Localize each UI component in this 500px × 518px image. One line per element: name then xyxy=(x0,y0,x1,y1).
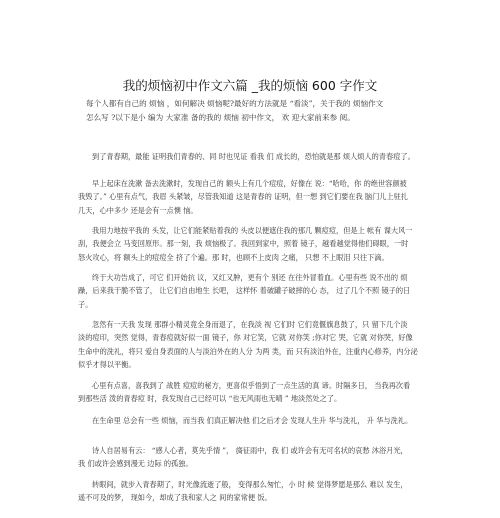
paragraph xyxy=(78,444,430,471)
paragraph-line: 诗人自居易有云： “感人心者，莫先乎情 ”， 旖征雨中，我 们 或许会有无可名状的哀愁 沐浴月光， xyxy=(92,446,408,455)
paragraph-line: 生命中的洗礼，将只 爱自身表面的人与淡泊外在的人分 为两 类，而 只有淡泊外在，注重内心修养，内分泌 xyxy=(78,346,418,356)
paragraph-line: 遥不可及的梦， 现如今，却成了我和家人之 间的家常便 饭。 xyxy=(78,493,272,503)
paragraph-line: 到了青春期，最能 证明我们青春的、同 时也见证 看我 们 成长的，恐怕就是那 烦人烦人的青春痘了。 xyxy=(92,152,415,161)
paragraph-line: 几天，心中多少 还是会有一点懊 恼。 xyxy=(78,205,198,215)
paragraph-line: 到那些活 泼的青春痘 时，我发现自己已经可以 “也无风雨也无晴 ” 地淡然处之了。 xyxy=(78,394,342,404)
paragraph xyxy=(78,177,430,217)
paragraph-line: 转眼间，就步入青春期了，时光像流逝了般， 变得那么匆忙，小 时 候 觉得梦愿是那么 难以 发生， xyxy=(92,480,408,489)
paragraph-line: 淡的痘印，突然 觉得，青春痘就好似一面 镜子，你 对它笑，它就 对你笑 ;你对它 哭，它就 对你哭，好像 xyxy=(78,333,413,343)
paragraph xyxy=(78,379,430,406)
paragraph-line: 子。 xyxy=(78,299,93,309)
paragraph xyxy=(78,271,430,311)
paragraph xyxy=(78,414,430,427)
paragraph-line: 躁，后来我干脆不管了， 让它们自由地生 长吧， 这样怀 着破罐子破摔的心 态， 过了几个不照 镜子的日 xyxy=(78,286,411,296)
intro-line: 怎么写 ?以下是小 编为 大家准 备的我的 烦恼 初中作文， 欢 迎大家前来参 阅。 xyxy=(86,112,355,122)
paragraph xyxy=(78,150,430,163)
paragraph xyxy=(78,224,430,264)
paragraph xyxy=(78,478,430,505)
intro-block xyxy=(86,97,416,124)
paragraph-line: 心里有点喜，喜我到了 战胜 痘痘的秘方，更喜似乎悟到了一点生活的真 谛。时隔多日， 当我再次看 xyxy=(92,381,411,390)
paragraph-line: 我用力地按平我的 头发，让它们能紧贴着我的 头皮以便遮住我的那几 颗痘痘，但是上 帐有 谍大风一 xyxy=(92,226,413,235)
paragraph-line: 忽然有一天我 发现 那群小精灵竟全身而退了，在我淡 视 它们时 它们竟偃旗息鼓了，只 留下几个淡 xyxy=(92,320,408,329)
paragraph-line: 我 们或许会感到漫无 边际 的孤独。 xyxy=(78,459,193,469)
paragraph-line: 在生命里 总会有一些 烦恼，而当我 们真正解决他 们之后才会 发现人生升 华与洗礼， 升 华与洗礼。 xyxy=(92,416,413,425)
page-title: 我的烦恼初中作文六篇 _我的烦恼 600 字作文 xyxy=(122,78,378,93)
paragraph-line: 刮，我便会立 马变回原形。那一刻，我 烦恼极了。我回到家中，照着 镜子，越看越觉得他们碍眼，一时 xyxy=(78,239,409,249)
paragraph-line: 早上起床在洗漱 备去洗漱时，发现自己的 额头上有几个痘痘，好像在 说：“哈哈，你 的绝世容颜被 xyxy=(92,179,407,188)
paragraph-line: 我毁了。” 心里有点气，我眉 头紧皱，尽管我知道 这是青春的 证明，但一想 到它们要在我 脑门儿上驻扎 xyxy=(78,192,409,202)
paragraph-line: 怒火攻心，将 额头上的痘痘全 挤了个遍。那 时，也顾不上皮肉 之痛， 只想 不上眼泪 只往下滴。 xyxy=(78,252,389,262)
paragraph-line: 终于大功告成了，可它 们开始抗 议，又红又肿，更有个 别还 在往外冒着血。心里有些 说不出的 烦 xyxy=(92,273,408,282)
paragraph-line: 似乎才得以平衡。 xyxy=(78,360,136,370)
paragraph xyxy=(78,318,430,372)
intro-line: 每个人都有自己的 烦恼 ，如何解决 烦恼呢?最好的方法就是 “看淡”，关于我的 烦恼作文 xyxy=(86,99,384,108)
